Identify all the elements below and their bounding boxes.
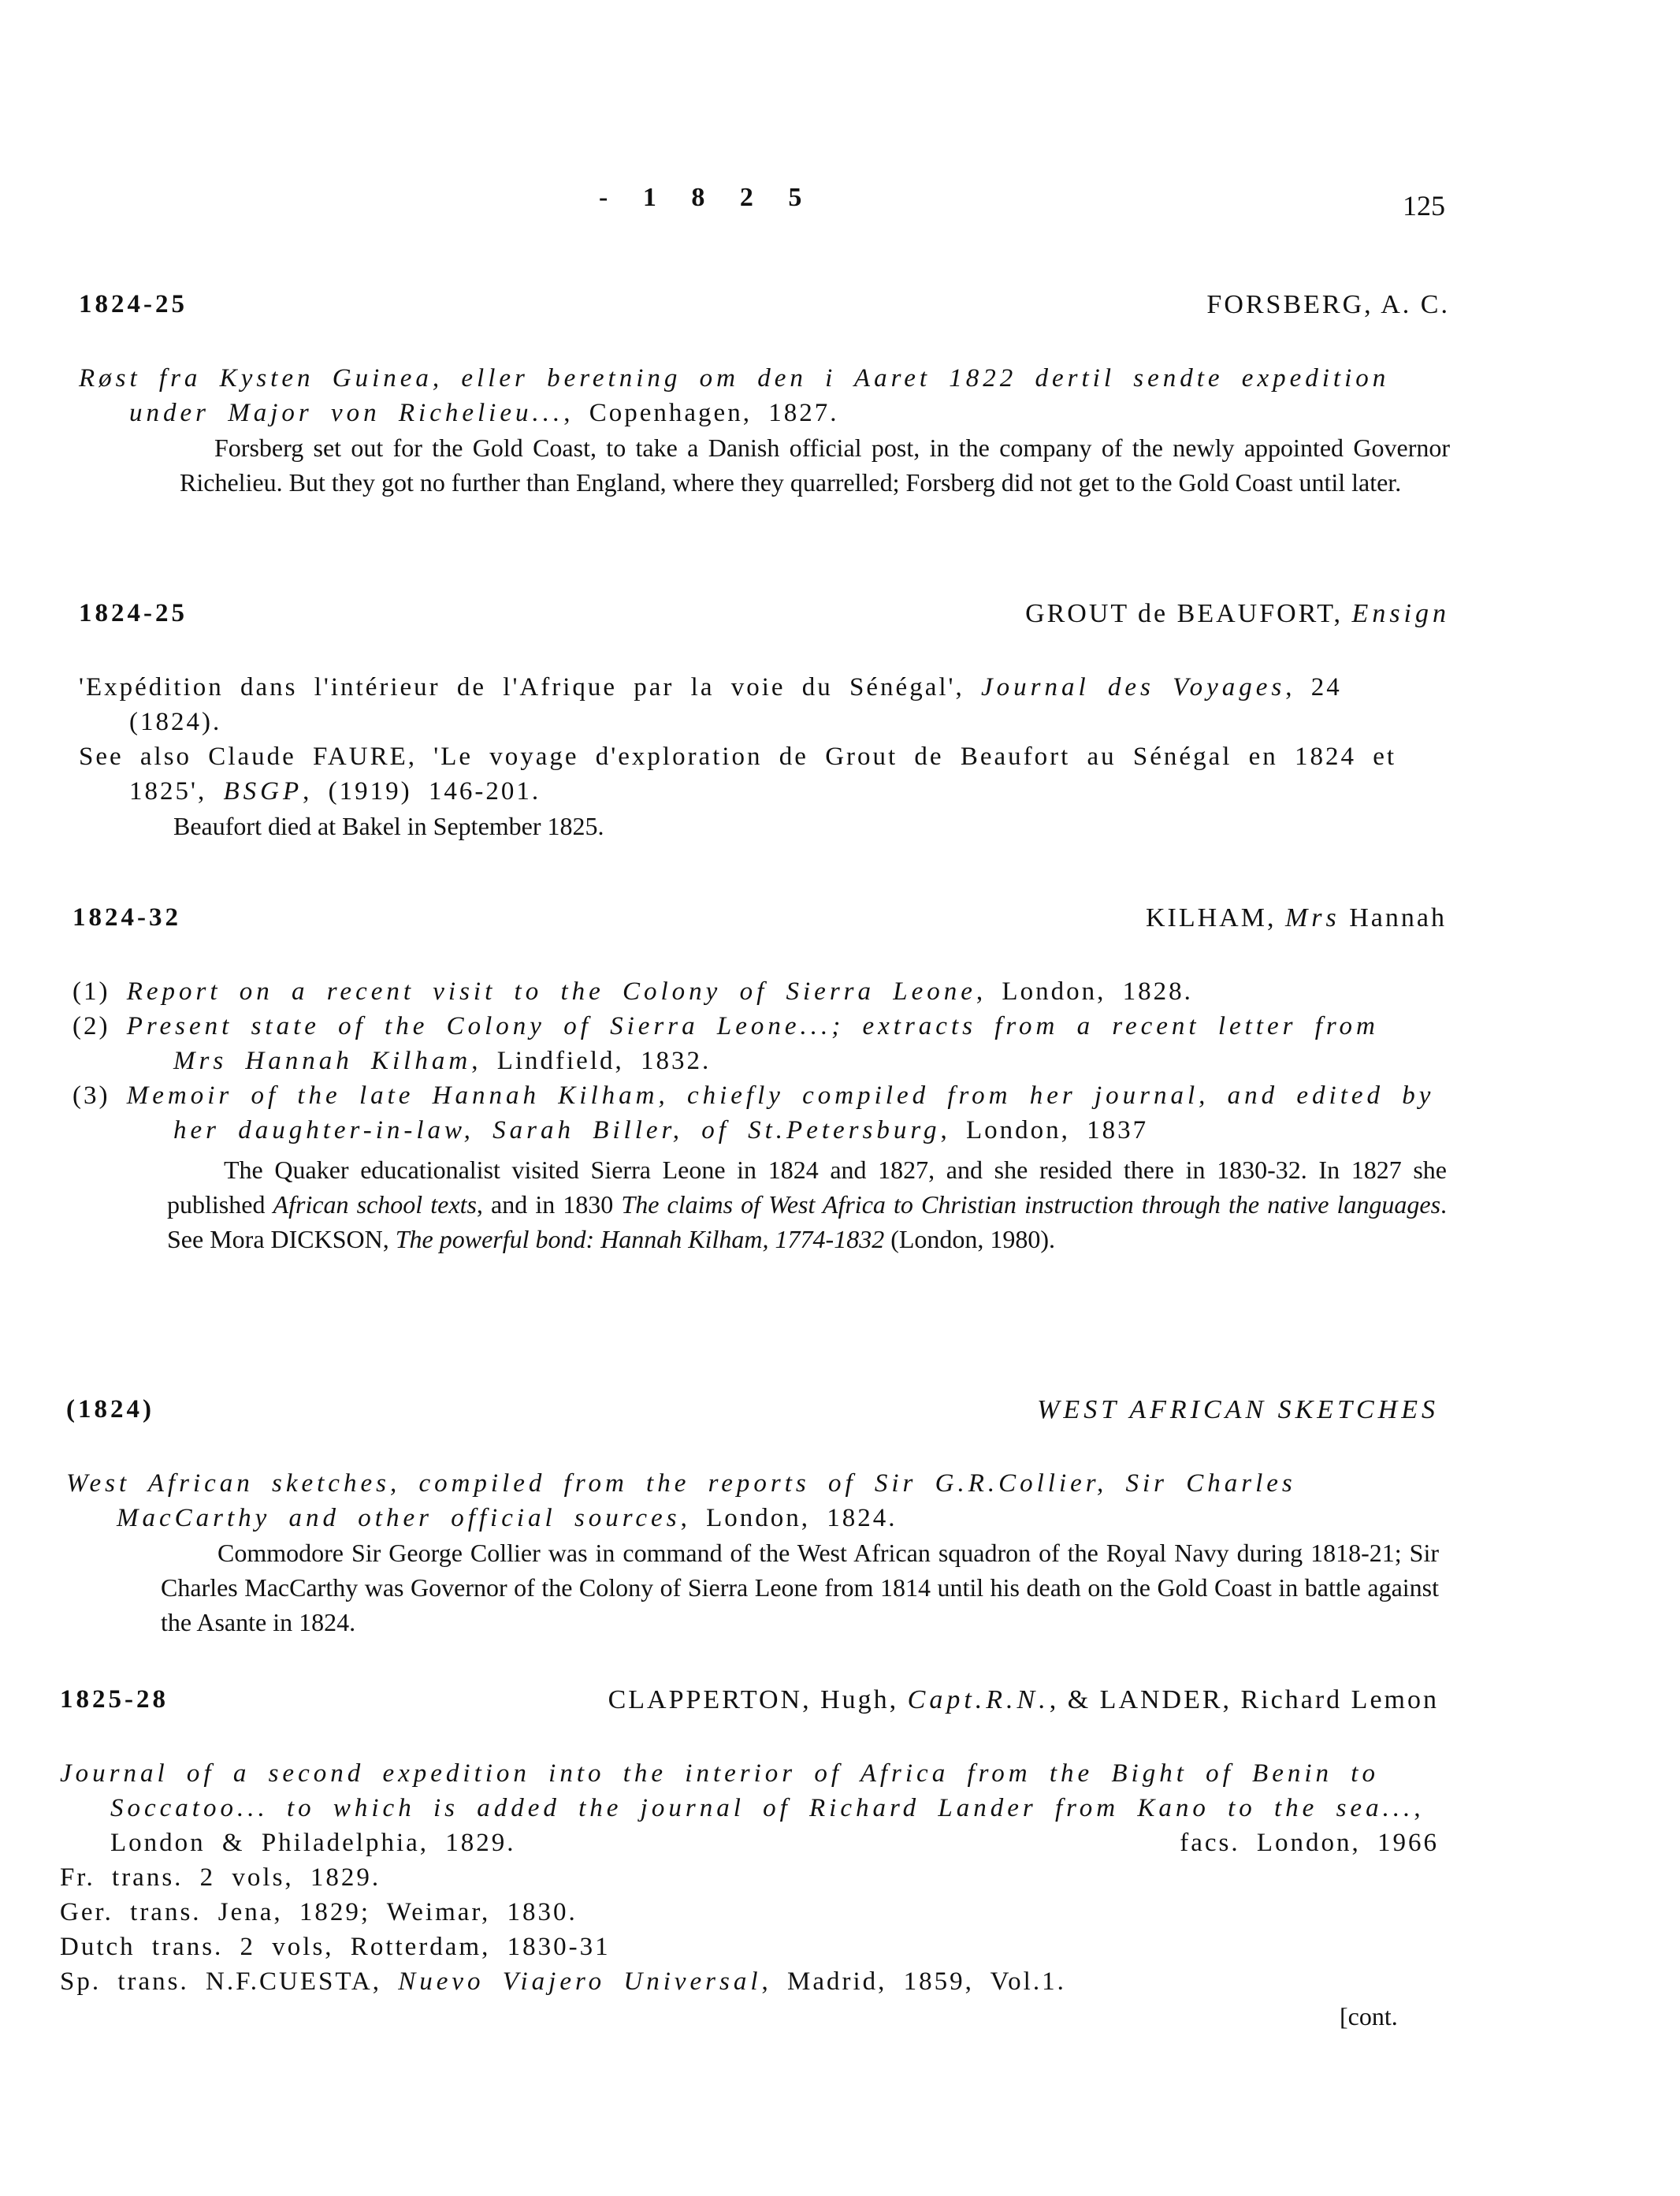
citation-publication: , London & Philadelphia, 1829. [110,1794,1423,1857]
citation [79,361,1450,430]
work-publication: , London, 1828. [976,977,1193,1006]
author-title: Capt.R.N. [907,1685,1050,1714]
citation-volume: , (1919) 146-201. [303,777,541,806]
entry-note: Beaufort died at Bakel in September 1825. [173,812,604,840]
translation-text: Sp. trans. N.F.CUESTA, [60,1967,399,1996]
entry-head [66,1395,1439,1439]
note-title: The powerful bond: Hannah Kilham, 1774-1832 [395,1225,885,1253]
note-text: The Quaker educationalist visited Sierra Leone in 1824 and 1827, and she resided there in 1830-32. In 1827 she published [167,1156,1447,1219]
translation-french: Fr. trans. 2 vols, 1829. [60,1863,381,1892]
citation-title: Journal of a second expedition into the interior of Africa from the Bight of Benin to Soccatoo... to which is added the journal of Richard Lander from Kano to the sea... [60,1759,1414,1822]
entry-author: FORSBERG, A. C. [1206,290,1450,319]
entry-date: 1824-32 [72,903,181,932]
work-publication: , London, 1837 [940,1116,1149,1145]
work-item [72,1078,1447,1148]
entry-date: 1824-25 [79,290,188,318]
citation-title: Røst fra Kysten Guinea, eller beretning om den i Aaret 1822 dertil sendte expedition under Major von Richelieu... [79,364,1390,427]
page-number: 125 [1403,190,1445,221]
citation-publication: , Copenhagen, 1827. [563,399,839,427]
entry-head [79,599,1450,643]
entry-author [1037,1395,1439,1425]
citation-journal: Journal des Voyages [980,673,1286,702]
citation [79,670,1450,739]
entry-head [60,1685,1439,1729]
author-name: , & LANDER, Richard Lemon [1049,1685,1439,1714]
author-title: Mrs [1284,903,1340,932]
note-title: The claims of West Africa to Christian instruction through the native languages [621,1190,1441,1219]
entry-west-african-sketches [66,1395,1439,1640]
entry-head [72,903,1447,947]
author-title: WEST AFRICAN SKETCHES [1037,1395,1439,1424]
work-title: Report on a recent visit to the Colony of Sierra Leone [126,977,976,1006]
citation [60,1756,1439,1860]
entry-date: (1824) [66,1395,154,1424]
work-number: (1) [72,977,127,1006]
translation-spanish [60,1964,1439,1999]
entry-author [1025,599,1450,629]
work-item [72,1009,1447,1078]
entry-head [79,290,1450,334]
citation-title: West African sketches, compiled from the reports of Sir G.R.Collier, Sir Charles MacCarthy and other official sources [66,1469,1296,1532]
author-name: KILHAM, [1145,903,1285,932]
work-number: (2) [72,1012,127,1040]
translation-title: Nuevo Viajero Universal [398,1967,762,1996]
author-forename: Hannah [1340,903,1447,932]
work-item [72,974,1447,1009]
author-name: GROUT de BEAUFORT, [1025,599,1344,628]
translation-text: , Madrid, 1859, Vol.1. [761,1967,1066,1996]
work-number: (3) [72,1081,127,1110]
translation-dutch: Dutch trans. 2 vols, Rotterdam, 1830-31 [60,1933,611,1961]
note-title: African school texts [273,1190,477,1219]
translation-german: Ger. trans. Jena, 1829; Weimar, 1830. [60,1898,578,1926]
note-text: , and in 1830 [476,1190,622,1219]
entry-grout-de-beaufort [79,599,1450,843]
entry-date: 1824-25 [79,599,188,627]
author-name: CLAPPERTON, Hugh, [608,1685,908,1714]
entry-note: Commodore Sir George Collier was in command of the West African squadron of the Royal Navy during 1818-21; Sir Charles MacCarthy was Governor of the Colony of Sierra Leone from 1814 until his death on the Gold Coast in battle against the Asante in 1824. [161,1539,1439,1636]
continued-marker: [cont. [1340,2002,1398,2030]
work-title: Memoir of the late Hannah Kilham, chiefly compiled from her journal, and edited by her daughter-in-law, Sarah Biller, of St.Petersburg [126,1081,1435,1145]
entry-author [608,1685,1439,1715]
entry-author [1146,903,1447,933]
entry-forsberg [79,290,1450,500]
entry-note [167,1152,1447,1256]
citation [66,1466,1439,1535]
work-title: Present state of the Colony of Sierra Leone...; extracts from a recent letter from Mrs Hannah Kilham [126,1012,1379,1075]
note-text: . See Mora DICKSON, [167,1190,1448,1253]
entry-clapperton-lander [60,1685,1439,1999]
entry-kilham [72,903,1447,1256]
running-head: - 1 8 2 5 [599,183,816,212]
citation-facsimile: facs. London, 1966 [1180,1829,1439,1857]
note-text: (London, 1980). [884,1225,1056,1253]
entry-note: Forsberg set out for the Gold Coast, to take a Danish official post, in the company of the newly appointed Governor Richelieu. But they got no further than England, where they quarrelled; Forsberg did not get to the Gold Coast until later. [180,434,1450,497]
citation-see-also [79,739,1450,809]
citation-publication: , London, 1824. [680,1504,898,1532]
citation-text: See also Claude FAURE, 'Le voyage d'exploration de Grout de Beaufort au Sénégal en 1824 et 1825', [79,743,1397,806]
citation-text: 'Expédition dans l'intérieur de l'Afrique par la voie du Sénégal', [79,673,981,702]
entry-date: 1825-28 [60,1685,169,1714]
citation-volume: , 24 (1824). [129,673,1342,736]
work-publication: , Lindfield, 1832. [471,1047,712,1075]
citation-journal: BSGP [223,777,303,806]
author-title: Ensign [1351,599,1450,628]
